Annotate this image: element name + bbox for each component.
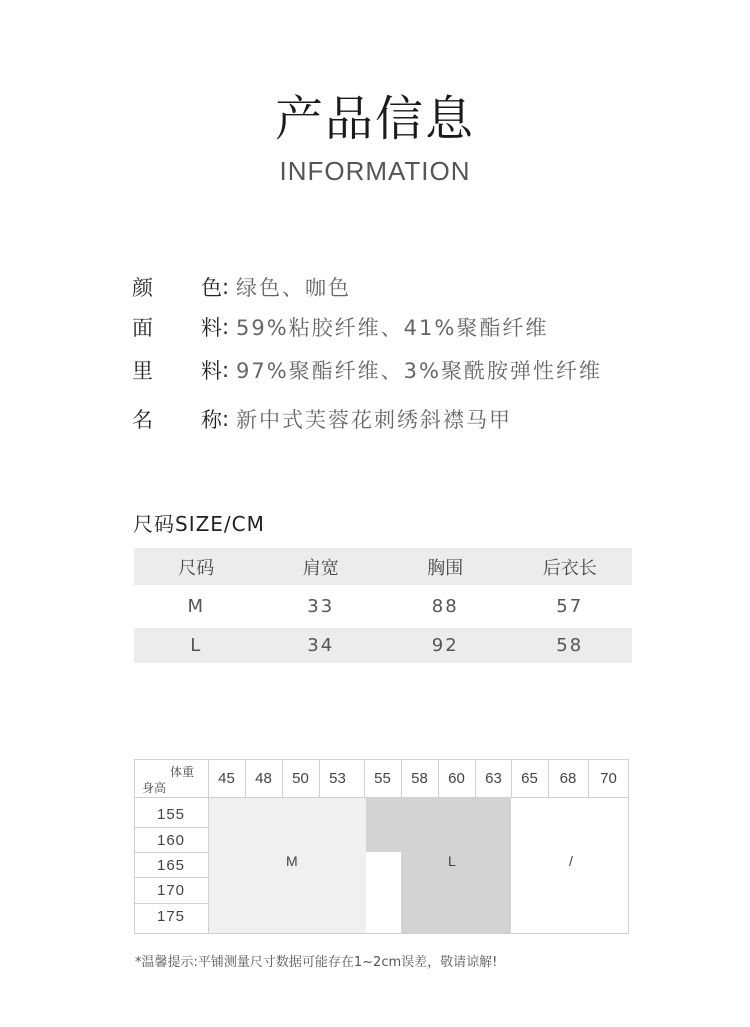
table-header-cell: 胸围 bbox=[383, 548, 508, 585]
info-colon: : bbox=[222, 315, 230, 339]
page-subtitle: INFORMATION bbox=[279, 156, 471, 186]
info-row-color bbox=[132, 272, 351, 302]
height-row-label: 160 bbox=[156, 832, 186, 849]
grid-line bbox=[208, 759, 209, 934]
zone-l-bg-top bbox=[366, 797, 401, 852]
weight-header: 48 bbox=[255, 769, 272, 787]
grid-line bbox=[364, 759, 365, 797]
height-row-label: 155 bbox=[156, 806, 186, 823]
info-row-fabric bbox=[132, 312, 548, 342]
grid-line bbox=[628, 759, 629, 934]
grid-line bbox=[319, 759, 320, 797]
grid-line bbox=[282, 759, 283, 797]
page-title: 产品信息 bbox=[274, 91, 475, 147]
grid-line bbox=[401, 759, 402, 797]
table-header-cell: 尺码 bbox=[134, 548, 259, 585]
grid-line bbox=[475, 759, 476, 797]
info-label-char: 料 bbox=[201, 359, 222, 383]
weight-header: 70 bbox=[600, 769, 617, 787]
info-label bbox=[132, 272, 222, 302]
info-label-char: 色 bbox=[201, 276, 222, 300]
table-row bbox=[134, 585, 632, 628]
info-label bbox=[132, 404, 222, 434]
table-header-cell: 肩宽 bbox=[259, 548, 384, 585]
measurement-note: *温馨提示:平铺测量尺寸数据可能存在1~2cm误差，敬请谅解! bbox=[135, 955, 498, 970]
table-cell: 33 bbox=[307, 596, 335, 617]
info-colon: : bbox=[222, 407, 230, 431]
weight-header: 58 bbox=[411, 769, 428, 787]
height-row-label: 170 bbox=[156, 882, 186, 899]
grid-line bbox=[134, 759, 135, 934]
info-label-char: 颜 bbox=[132, 276, 153, 300]
info-row-lining bbox=[132, 355, 602, 385]
table-cell: L bbox=[134, 628, 259, 663]
info-row-name bbox=[132, 404, 512, 434]
table-header-row bbox=[134, 548, 632, 585]
info-value-color: 绿色、咖色 bbox=[236, 276, 351, 300]
info-label-char: 称 bbox=[201, 408, 222, 432]
table-header-cell: 后衣长 bbox=[508, 548, 633, 585]
info-label-char: 料 bbox=[201, 316, 222, 340]
zone-m-label: M bbox=[286, 853, 298, 869]
weight-header: 45 bbox=[218, 769, 235, 787]
grid-corner-height: 身高 bbox=[142, 781, 167, 795]
grid-line bbox=[588, 759, 589, 797]
weight-header: 63 bbox=[485, 769, 502, 787]
grid-line bbox=[245, 759, 246, 797]
grid-corner-weight: 体重 bbox=[170, 765, 195, 779]
grid-line bbox=[134, 852, 208, 853]
zone-none-label: / bbox=[569, 853, 573, 869]
zone-l-bg bbox=[401, 797, 511, 934]
weight-header: 50 bbox=[292, 769, 309, 787]
table-cell: M bbox=[187, 596, 206, 617]
grid-line bbox=[134, 827, 208, 828]
info-value-lining: 97%聚酯纤维、3%聚酰胺弹性纤维 bbox=[236, 359, 602, 383]
weight-header: 53 bbox=[329, 769, 346, 787]
grid-line bbox=[134, 903, 208, 904]
info-colon: : bbox=[222, 275, 230, 299]
table-cell: 57 bbox=[556, 596, 584, 617]
info-label-char: 名 bbox=[132, 408, 153, 432]
table-cell: 58 bbox=[508, 628, 633, 663]
grid-line bbox=[438, 759, 439, 797]
weight-header: 65 bbox=[521, 769, 538, 787]
zone-l-label: L bbox=[448, 853, 456, 869]
size-section-title: 尺码SIZE/CM bbox=[133, 512, 265, 536]
grid-line bbox=[134, 877, 208, 878]
info-label bbox=[132, 312, 222, 342]
height-row-label: 165 bbox=[156, 857, 186, 874]
info-label-char: 面 bbox=[132, 316, 153, 340]
grid-line bbox=[511, 759, 512, 797]
info-value-fabric: 59%粘胶纤维、41%聚酯纤维 bbox=[236, 316, 549, 340]
height-row-label: 175 bbox=[156, 908, 186, 925]
weight-header: 55 bbox=[374, 769, 391, 787]
info-value-name: 新中式芙蓉花刺绣斜襟马甲 bbox=[236, 408, 512, 432]
info-label bbox=[132, 355, 222, 385]
grid-line bbox=[548, 759, 549, 797]
weight-header: 68 bbox=[559, 769, 577, 787]
size-recommendation-grid bbox=[134, 759, 629, 934]
info-label-char: 里 bbox=[132, 359, 153, 383]
info-colon: : bbox=[222, 358, 230, 382]
size-table bbox=[134, 548, 632, 663]
table-row bbox=[134, 628, 632, 663]
weight-header: 60 bbox=[448, 769, 465, 787]
table-cell: 34 bbox=[259, 628, 384, 663]
table-cell: 88 bbox=[431, 596, 459, 617]
table-cell: 92 bbox=[383, 628, 508, 663]
